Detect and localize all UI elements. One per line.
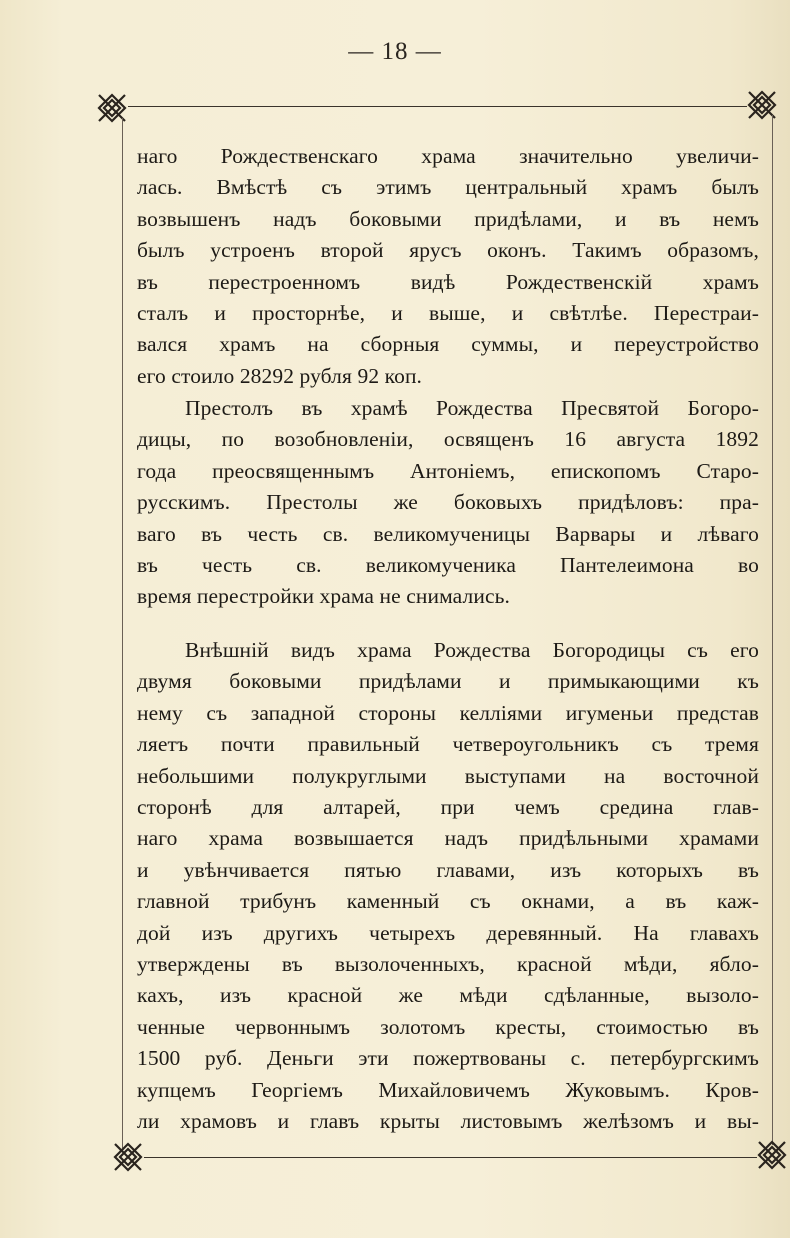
text-line: ваго въ честь св. великомученицы Варвары и лѣваго bbox=[137, 521, 759, 546]
text-line: Внѣшній видъ храма Рождества Богородицы съ его bbox=[185, 638, 759, 662]
text-line: наго Рождественскаго храма значительно увеличи- bbox=[137, 144, 759, 168]
text-line: вался храмъ на сборныя суммы, и переустройство bbox=[137, 332, 759, 357]
paragraph-3 bbox=[137, 635, 759, 1138]
text-line: ченные червоннымъ золотомъ кресты, стоимостью въ bbox=[137, 1014, 759, 1039]
text-line: небольшими полукруглыми выступами на восточной bbox=[137, 763, 759, 788]
text-line: сторонѣ для алтарей, при чемъ средина глав- bbox=[137, 795, 759, 820]
knot-ornament-icon bbox=[757, 1140, 787, 1170]
text-line: въ честь св. великомученика Пантелеимона во bbox=[137, 553, 759, 578]
text-line: двумя боковыми придѣлами и примыкающими къ bbox=[137, 669, 759, 694]
text-line: въ перестроенномъ видѣ Рождественскій храмъ bbox=[137, 269, 759, 294]
text-line: время перестройки храма не снимались. bbox=[137, 584, 510, 609]
text-line: былъ устроенъ второй ярусъ оконъ. Такимъ образомъ, bbox=[137, 238, 759, 263]
text-line: утверждены въ вызолоченныхъ, красной мѣди, ябло- bbox=[137, 952, 759, 977]
text-line: сталъ и просторнѣе, и выше, и свѣтлѣе. Перестраи- bbox=[137, 301, 759, 326]
right-border-line bbox=[772, 115, 773, 1145]
text-line: русскимъ. Престолы же боковыхъ придѣловъ: пра- bbox=[137, 490, 759, 515]
text-line: ли храмовъ и главъ крыты листовымъ желѣзомъ и вы- bbox=[137, 1109, 759, 1134]
text-line: нему съ западной стороны келліями игуменьи представ bbox=[137, 700, 759, 725]
paragraph-1 bbox=[137, 141, 759, 392]
text-line: кахъ, изъ красной же мѣди сдѣланные, вызоло- bbox=[137, 983, 759, 1008]
text-line: и увѣнчивается пятью главами, изъ которыхъ въ bbox=[137, 857, 759, 882]
text-line: наго храма возвышается надъ придѣльными храмами bbox=[137, 826, 759, 851]
text-line: лась. Вмѣстѣ съ этимъ центральный храмъ былъ bbox=[137, 175, 759, 200]
bottom-rule bbox=[144, 1157, 757, 1158]
text-line: купцемъ Георгіемъ Михайловичемъ Жуковымъ. Кров- bbox=[137, 1077, 759, 1102]
paragraph-2 bbox=[137, 393, 759, 613]
text-line: дицы, по возобновленіи, освященъ 16 августа 1892 bbox=[137, 427, 759, 452]
text-line: 1500 руб. Деньги эти пожертвованы с. петербургскимъ bbox=[137, 1046, 759, 1071]
text-line: его стоило 28292 рубля 92 коп. bbox=[137, 363, 423, 388]
knot-ornament-icon bbox=[113, 1142, 143, 1172]
left-border-line bbox=[122, 118, 123, 1148]
text-line: главной трибунъ каменный съ окнами, а въ каж- bbox=[137, 889, 759, 914]
top-rule bbox=[128, 106, 747, 107]
text-line: года преосвященнымъ Антоніемъ, епископомъ Старо- bbox=[137, 458, 759, 483]
page-number: — 18 — bbox=[348, 38, 442, 65]
text-line: Престолъ въ храмѣ Рождества Пресвятой Богоро- bbox=[185, 396, 759, 420]
text-line: ляетъ почти правильный четвероугольникъ съ тремя bbox=[137, 732, 759, 757]
text-line: дой изъ другихъ четырехъ деревянный. На главахъ bbox=[137, 920, 759, 945]
text-line: возвышенъ надъ боковыми придѣлами, и въ немъ bbox=[137, 206, 759, 231]
